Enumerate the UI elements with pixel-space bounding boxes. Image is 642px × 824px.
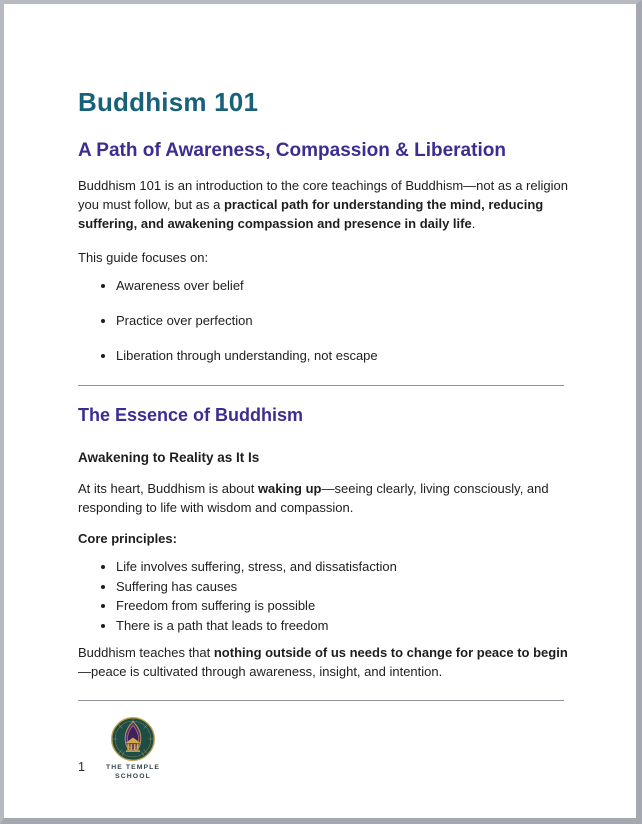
- closing-paragraph-start: Buddhism teaches that: [78, 645, 214, 660]
- list-item: • Liberation through understanding, not escape: [116, 346, 613, 365]
- footer-divider: [78, 700, 564, 701]
- list-item: • There is a path that leads to freedom: [116, 616, 613, 636]
- intro-paragraph-bold: practical path for understanding the mind, reducing suffering, and awakening compassion and presence in daily life: [78, 197, 544, 231]
- intro-paragraph-regular: Buddhism 101 is an introduction to the core teachings of Buddhism—not as a religion you must follow, but as a: [78, 178, 568, 212]
- focus-list: [78, 276, 613, 381]
- principles-list: [78, 557, 613, 635]
- closing-paragraph-end: —peace is cultivated through awareness, insight, and intention.: [78, 664, 443, 679]
- subsection-heading-awakening: Awakening to Reality as It Is: [78, 450, 260, 465]
- focus-label: This guide focuses on:: [78, 250, 209, 265]
- intro-paragraph: [78, 176, 575, 233]
- section-divider: [78, 385, 564, 386]
- section-heading-essence: The Essence of Buddhism: [78, 405, 304, 425]
- list-item: • Freedom from suffering is possible: [116, 596, 613, 616]
- temple-school-logo-icon: [110, 716, 156, 762]
- essence-paragraph-bold: waking up: [257, 481, 322, 496]
- list-item: • Awareness over belief: [116, 276, 613, 295]
- list-item: • Suffering has causes: [116, 577, 613, 597]
- page-footer: [78, 714, 564, 790]
- page-number: 1: [78, 760, 85, 774]
- school-name-line2: SCHOOL: [115, 772, 151, 780]
- intro-paragraph-end: .: [471, 216, 476, 231]
- principles-label: Core principles:: [78, 531, 177, 546]
- school-name: [100, 764, 166, 781]
- closing-paragraph: [78, 643, 575, 681]
- school-name-line1: THE TEMPLE: [105, 764, 161, 771]
- page-title: Buddhism 101: [78, 87, 259, 117]
- document-subtitle: A Path of Awareness, Compassion & Liberation: [78, 140, 506, 161]
- list-item: • Life involves suffering, stress, and dissatisfaction: [116, 557, 613, 577]
- school-logo-block: [100, 716, 166, 781]
- closing-paragraph-bold: nothing outside of us needs to change for peace to begin: [213, 645, 568, 660]
- list-item: • Practice over perfection: [116, 311, 613, 330]
- essence-paragraph-start: At its heart, Buddhism is about: [78, 481, 258, 496]
- essence-paragraph-end: —seeing clearly, living consciously, and responding to life with wisdom and compassion.: [78, 481, 549, 515]
- essence-paragraph: [78, 479, 575, 517]
